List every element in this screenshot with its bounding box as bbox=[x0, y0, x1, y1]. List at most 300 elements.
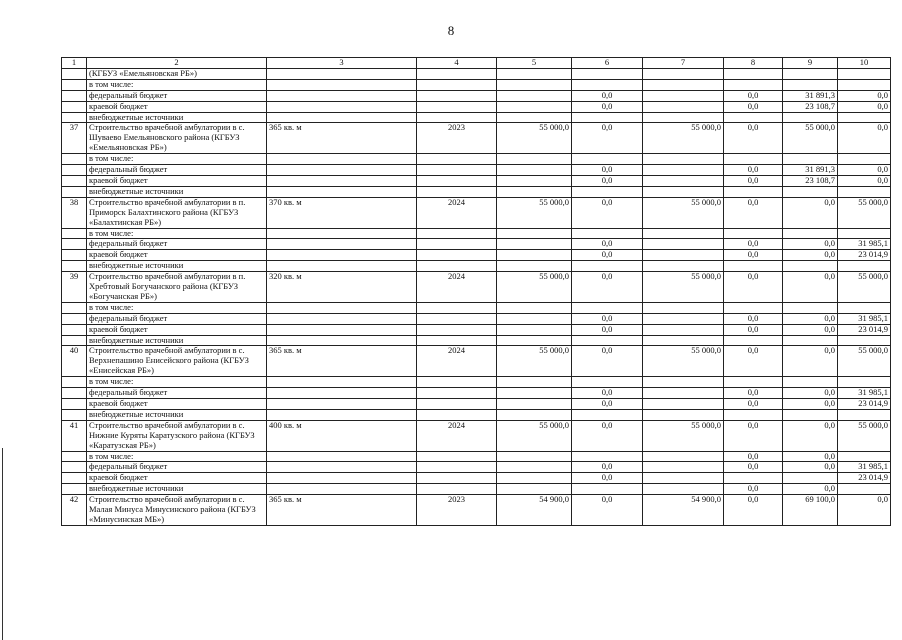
row-number bbox=[62, 101, 87, 112]
year bbox=[417, 409, 497, 420]
col-8-value bbox=[724, 261, 783, 272]
col-10-value bbox=[838, 335, 891, 346]
col-8-value: 0,0 bbox=[724, 462, 783, 473]
col-10-value bbox=[838, 68, 891, 79]
row-number: 37 bbox=[62, 123, 87, 154]
area: 370 кв. м bbox=[267, 197, 417, 228]
col-9-value bbox=[783, 302, 838, 313]
col-7-value: 55 000,0 bbox=[643, 123, 724, 154]
table-row bbox=[62, 473, 891, 484]
col-10-value: 23 014,9 bbox=[838, 324, 891, 335]
col-6-value bbox=[572, 228, 643, 239]
col-6-value: 0,0 bbox=[572, 239, 643, 250]
item-description: в том числе: bbox=[87, 302, 267, 313]
total-cost bbox=[497, 154, 572, 165]
row-number bbox=[62, 302, 87, 313]
col-9-value bbox=[783, 377, 838, 388]
year bbox=[417, 90, 497, 101]
col-7-value bbox=[643, 154, 724, 165]
col-10-value: 55 000,0 bbox=[838, 197, 891, 228]
col-10-value: 0,0 bbox=[838, 90, 891, 101]
col-9-value: 0,0 bbox=[783, 346, 838, 377]
row-number bbox=[62, 324, 87, 335]
col-7-value bbox=[643, 228, 724, 239]
col-7-value bbox=[643, 388, 724, 399]
col-9-value: 0,0 bbox=[783, 484, 838, 495]
row-number bbox=[62, 175, 87, 186]
col-9-value bbox=[783, 473, 838, 484]
col-7-value bbox=[643, 484, 724, 495]
table-row bbox=[62, 462, 891, 473]
total-cost: 55 000,0 bbox=[497, 123, 572, 154]
row-number bbox=[62, 79, 87, 90]
col-7-value bbox=[643, 175, 724, 186]
row-number bbox=[62, 90, 87, 101]
year: 2024 bbox=[417, 272, 497, 303]
col-7-value: 55 000,0 bbox=[643, 420, 724, 451]
col-10-value bbox=[838, 112, 891, 123]
row-number bbox=[62, 484, 87, 495]
col-8-value: 0,0 bbox=[724, 388, 783, 399]
item-description: Строительство врачебной амбулатории в с. Шуваево Емельяновского района (КГБУЗ «Емельяновская РБ») bbox=[87, 123, 267, 154]
col-10-value: 0,0 bbox=[838, 495, 891, 526]
col-9-value bbox=[783, 228, 838, 239]
total-cost bbox=[497, 261, 572, 272]
item-description: краевой бюджет bbox=[87, 473, 267, 484]
area bbox=[267, 409, 417, 420]
column-header: 5 bbox=[497, 58, 572, 69]
table-row bbox=[62, 377, 891, 388]
item-description: в том числе: bbox=[87, 228, 267, 239]
col-7-value bbox=[643, 239, 724, 250]
col-10-value: 55 000,0 bbox=[838, 346, 891, 377]
col-8-value: 0,0 bbox=[724, 250, 783, 261]
item-description: Строительство врачебной амбулатории в с. Верхнепашино Енисейского района (КГБУЗ «Енисейская РБ») bbox=[87, 346, 267, 377]
item-description: федеральный бюджет bbox=[87, 239, 267, 250]
col-6-value: 0,0 bbox=[572, 399, 643, 410]
col-8-value: 0,0 bbox=[724, 123, 783, 154]
col-8-value bbox=[724, 377, 783, 388]
col-9-value bbox=[783, 261, 838, 272]
total-cost bbox=[497, 239, 572, 250]
column-header: 8 bbox=[724, 58, 783, 69]
col-8-value: 0,0 bbox=[724, 313, 783, 324]
table-row bbox=[62, 388, 891, 399]
table-row bbox=[62, 197, 891, 228]
col-8-value bbox=[724, 68, 783, 79]
col-9-value: 0,0 bbox=[783, 388, 838, 399]
col-8-value: 0,0 bbox=[724, 165, 783, 176]
item-description: краевой бюджет bbox=[87, 399, 267, 410]
total-cost bbox=[497, 228, 572, 239]
item-description: внебюджетные источники bbox=[87, 484, 267, 495]
col-9-value: 0,0 bbox=[783, 272, 838, 303]
col-10-value: 31 985,1 bbox=[838, 239, 891, 250]
col-10-value bbox=[838, 261, 891, 272]
col-8-value: 0,0 bbox=[724, 101, 783, 112]
table-row bbox=[62, 175, 891, 186]
col-6-value bbox=[572, 409, 643, 420]
col-10-value: 0,0 bbox=[838, 101, 891, 112]
col-9-value: 0,0 bbox=[783, 197, 838, 228]
area bbox=[267, 484, 417, 495]
col-6-value: 0,0 bbox=[572, 473, 643, 484]
col-8-value: 0,0 bbox=[724, 272, 783, 303]
item-description: в том числе: bbox=[87, 154, 267, 165]
col-6-value: 0,0 bbox=[572, 420, 643, 451]
row-number bbox=[62, 112, 87, 123]
col-9-value: 23 108,7 bbox=[783, 101, 838, 112]
column-header: 4 bbox=[417, 58, 497, 69]
col-7-value bbox=[643, 313, 724, 324]
item-description: в том числе: bbox=[87, 79, 267, 90]
row-number: 39 bbox=[62, 272, 87, 303]
total-cost bbox=[497, 324, 572, 335]
col-7-value bbox=[643, 250, 724, 261]
row-number: 41 bbox=[62, 420, 87, 451]
table-row bbox=[62, 261, 891, 272]
col-6-value: 0,0 bbox=[572, 197, 643, 228]
year bbox=[417, 335, 497, 346]
year bbox=[417, 175, 497, 186]
area bbox=[267, 324, 417, 335]
col-9-value bbox=[783, 409, 838, 420]
col-8-value bbox=[724, 409, 783, 420]
item-description: в том числе: bbox=[87, 377, 267, 388]
row-number: 40 bbox=[62, 346, 87, 377]
col-8-value: 0,0 bbox=[724, 484, 783, 495]
table-row bbox=[62, 313, 891, 324]
total-cost bbox=[497, 462, 572, 473]
total-cost bbox=[497, 399, 572, 410]
col-9-value: 55 000,0 bbox=[783, 123, 838, 154]
col-9-value bbox=[783, 112, 838, 123]
col-8-value bbox=[724, 154, 783, 165]
col-9-value: 0,0 bbox=[783, 462, 838, 473]
total-cost bbox=[497, 79, 572, 90]
table-row bbox=[62, 302, 891, 313]
col-8-value: 0,0 bbox=[724, 399, 783, 410]
table-row bbox=[62, 154, 891, 165]
item-description: внебюджетные источники bbox=[87, 186, 267, 197]
col-10-value bbox=[838, 451, 891, 462]
area: 365 кв. м bbox=[267, 495, 417, 526]
row-number bbox=[62, 239, 87, 250]
column-header: 3 bbox=[267, 58, 417, 69]
col-9-value: 0,0 bbox=[783, 420, 838, 451]
area: 365 кв. м bbox=[267, 123, 417, 154]
row-number bbox=[62, 261, 87, 272]
year bbox=[417, 473, 497, 484]
table-row bbox=[62, 239, 891, 250]
total-cost bbox=[497, 388, 572, 399]
col-7-value bbox=[643, 473, 724, 484]
col-6-value bbox=[572, 451, 643, 462]
area bbox=[267, 388, 417, 399]
col-6-value bbox=[572, 377, 643, 388]
col-6-value bbox=[572, 68, 643, 79]
area bbox=[267, 175, 417, 186]
table-row bbox=[62, 165, 891, 176]
col-6-value: 0,0 bbox=[572, 272, 643, 303]
col-6-value bbox=[572, 112, 643, 123]
col-10-value bbox=[838, 186, 891, 197]
year bbox=[417, 484, 497, 495]
area bbox=[267, 302, 417, 313]
row-number bbox=[62, 250, 87, 261]
total-cost: 55 000,0 bbox=[497, 197, 572, 228]
table-row bbox=[62, 409, 891, 420]
year: 2023 bbox=[417, 495, 497, 526]
item-description: Строительство врачебной амбулатории в с. Малая Минуса Минусинского района (КГБУЗ «Минусинская МБ») bbox=[87, 495, 267, 526]
col-7-value bbox=[643, 462, 724, 473]
year bbox=[417, 228, 497, 239]
row-number bbox=[62, 399, 87, 410]
col-10-value: 0,0 bbox=[838, 123, 891, 154]
col-9-value bbox=[783, 154, 838, 165]
year bbox=[417, 302, 497, 313]
area bbox=[267, 239, 417, 250]
col-9-value: 0,0 bbox=[783, 324, 838, 335]
area: 400 кв. м bbox=[267, 420, 417, 451]
col-7-value: 55 000,0 bbox=[643, 197, 724, 228]
col-9-value bbox=[783, 186, 838, 197]
table-row bbox=[62, 112, 891, 123]
col-10-value: 55 000,0 bbox=[838, 272, 891, 303]
col-6-value: 0,0 bbox=[572, 324, 643, 335]
col-7-value bbox=[643, 261, 724, 272]
col-7-value bbox=[643, 409, 724, 420]
table-row bbox=[62, 451, 891, 462]
col-9-value: 0,0 bbox=[783, 451, 838, 462]
col-10-value: 31 985,1 bbox=[838, 388, 891, 399]
table-row bbox=[62, 335, 891, 346]
area bbox=[267, 313, 417, 324]
column-header: 2 bbox=[87, 58, 267, 69]
col-10-value bbox=[838, 484, 891, 495]
table-row bbox=[62, 90, 891, 101]
item-description: в том числе: bbox=[87, 451, 267, 462]
col-6-value bbox=[572, 79, 643, 90]
col-7-value bbox=[643, 112, 724, 123]
year bbox=[417, 377, 497, 388]
year bbox=[417, 154, 497, 165]
item-description: Строительство врачебной амбулатории в п. Хребтовый Богучанского района (КГБУЗ «Богучанская РБ») bbox=[87, 272, 267, 303]
year bbox=[417, 313, 497, 324]
total-cost: 55 000,0 bbox=[497, 272, 572, 303]
col-9-value: 0,0 bbox=[783, 250, 838, 261]
col-10-value bbox=[838, 377, 891, 388]
col-6-value bbox=[572, 186, 643, 197]
col-9-value: 31 891,3 bbox=[783, 90, 838, 101]
col-7-value bbox=[643, 101, 724, 112]
total-cost bbox=[497, 68, 572, 79]
table-row bbox=[62, 68, 891, 79]
total-cost bbox=[497, 101, 572, 112]
total-cost bbox=[497, 175, 572, 186]
year bbox=[417, 462, 497, 473]
table-row bbox=[62, 420, 891, 451]
col-8-value bbox=[724, 335, 783, 346]
table-row bbox=[62, 228, 891, 239]
table-row bbox=[62, 101, 891, 112]
col-6-value: 0,0 bbox=[572, 388, 643, 399]
item-description: федеральный бюджет bbox=[87, 313, 267, 324]
row-number bbox=[62, 409, 87, 420]
col-9-value: 0,0 bbox=[783, 399, 838, 410]
row-number bbox=[62, 165, 87, 176]
col-8-value: 0,0 bbox=[724, 90, 783, 101]
item-description: федеральный бюджет bbox=[87, 165, 267, 176]
col-8-value: 0,0 bbox=[724, 175, 783, 186]
total-cost: 55 000,0 bbox=[497, 346, 572, 377]
table-row bbox=[62, 272, 891, 303]
table-header-row bbox=[62, 58, 891, 69]
total-cost bbox=[497, 377, 572, 388]
col-9-value bbox=[783, 68, 838, 79]
total-cost bbox=[497, 335, 572, 346]
col-7-value bbox=[643, 399, 724, 410]
area bbox=[267, 101, 417, 112]
table-row bbox=[62, 186, 891, 197]
col-6-value bbox=[572, 261, 643, 272]
year bbox=[417, 186, 497, 197]
year bbox=[417, 388, 497, 399]
total-cost bbox=[497, 484, 572, 495]
col-10-value bbox=[838, 409, 891, 420]
col-7-value bbox=[643, 324, 724, 335]
col-6-value: 0,0 bbox=[572, 101, 643, 112]
col-8-value: 0,0 bbox=[724, 197, 783, 228]
row-number bbox=[62, 154, 87, 165]
item-description: Строительство врачебной амбулатории в п. Приморск Балахтинского района (КГБУЗ «Балахтинская РБ») bbox=[87, 197, 267, 228]
column-header: 1 bbox=[62, 58, 87, 69]
col-7-value: 55 000,0 bbox=[643, 272, 724, 303]
area bbox=[267, 377, 417, 388]
table-row bbox=[62, 399, 891, 410]
col-7-value bbox=[643, 79, 724, 90]
col-10-value: 55 000,0 bbox=[838, 420, 891, 451]
col-6-value: 0,0 bbox=[572, 495, 643, 526]
column-header: 10 bbox=[838, 58, 891, 69]
table-row bbox=[62, 79, 891, 90]
item-description: внебюджетные источники bbox=[87, 409, 267, 420]
year: 2024 bbox=[417, 420, 497, 451]
year bbox=[417, 451, 497, 462]
item-description: федеральный бюджет bbox=[87, 90, 267, 101]
col-7-value bbox=[643, 451, 724, 462]
col-8-value: 0,0 bbox=[724, 346, 783, 377]
page-number: 8 bbox=[447, 23, 455, 38]
item-description: федеральный бюджет bbox=[87, 462, 267, 473]
col-10-value: 31 985,1 bbox=[838, 462, 891, 473]
year bbox=[417, 239, 497, 250]
item-description: краевой бюджет bbox=[87, 250, 267, 261]
row-number bbox=[62, 335, 87, 346]
total-cost bbox=[497, 409, 572, 420]
col-6-value: 0,0 bbox=[572, 123, 643, 154]
area bbox=[267, 228, 417, 239]
row-number bbox=[62, 473, 87, 484]
col-10-value: 23 014,9 bbox=[838, 250, 891, 261]
area: 320 кв. м bbox=[267, 272, 417, 303]
area bbox=[267, 68, 417, 79]
total-cost bbox=[497, 112, 572, 123]
year bbox=[417, 112, 497, 123]
item-description: краевой бюджет bbox=[87, 324, 267, 335]
row-number bbox=[62, 228, 87, 239]
total-cost bbox=[497, 165, 572, 176]
col-9-value: 23 108,7 bbox=[783, 175, 838, 186]
total-cost: 55 000,0 bbox=[497, 420, 572, 451]
col-7-value bbox=[643, 186, 724, 197]
item-description: внебюджетные источники bbox=[87, 335, 267, 346]
total-cost bbox=[497, 90, 572, 101]
total-cost bbox=[497, 473, 572, 484]
col-8-value: 0,0 bbox=[724, 324, 783, 335]
year bbox=[417, 101, 497, 112]
col-6-value bbox=[572, 154, 643, 165]
col-6-value: 0,0 bbox=[572, 165, 643, 176]
col-8-value bbox=[724, 302, 783, 313]
table-row bbox=[62, 250, 891, 261]
item-description: (КГБУЗ «Емельяновская РБ») bbox=[87, 68, 267, 79]
area bbox=[267, 79, 417, 90]
total-cost bbox=[497, 313, 572, 324]
col-9-value: 0,0 bbox=[783, 239, 838, 250]
area bbox=[267, 473, 417, 484]
row-number bbox=[62, 68, 87, 79]
col-6-value bbox=[572, 335, 643, 346]
year bbox=[417, 68, 497, 79]
col-6-value: 0,0 bbox=[572, 313, 643, 324]
col-9-value bbox=[783, 79, 838, 90]
column-header: 6 bbox=[572, 58, 643, 69]
area: 365 кв. м bbox=[267, 346, 417, 377]
col-8-value bbox=[724, 79, 783, 90]
area bbox=[267, 250, 417, 261]
col-10-value: 0,0 bbox=[838, 165, 891, 176]
col-6-value: 0,0 bbox=[572, 462, 643, 473]
col-10-value: 0,0 bbox=[838, 175, 891, 186]
area bbox=[267, 186, 417, 197]
col-7-value bbox=[643, 165, 724, 176]
col-7-value bbox=[643, 90, 724, 101]
year bbox=[417, 399, 497, 410]
item-description: федеральный бюджет bbox=[87, 388, 267, 399]
total-cost bbox=[497, 302, 572, 313]
area bbox=[267, 335, 417, 346]
col-7-value bbox=[643, 302, 724, 313]
item-description: краевой бюджет bbox=[87, 101, 267, 112]
year: 2024 bbox=[417, 197, 497, 228]
budget-table bbox=[61, 57, 891, 526]
col-10-value: 23 014,9 bbox=[838, 473, 891, 484]
col-7-value: 54 900,0 bbox=[643, 495, 724, 526]
col-6-value: 0,0 bbox=[572, 346, 643, 377]
row-number: 38 bbox=[62, 197, 87, 228]
col-6-value bbox=[572, 302, 643, 313]
col-8-value bbox=[724, 186, 783, 197]
year bbox=[417, 79, 497, 90]
row-number: 42 bbox=[62, 495, 87, 526]
row-number bbox=[62, 388, 87, 399]
year bbox=[417, 250, 497, 261]
year: 2023 bbox=[417, 123, 497, 154]
item-description: Строительство врачебной амбулатории в с. Нижние Куряты Каратузского района (КГБУЗ «Каратузская РБ») bbox=[87, 420, 267, 451]
item-description: краевой бюджет bbox=[87, 175, 267, 186]
area bbox=[267, 261, 417, 272]
